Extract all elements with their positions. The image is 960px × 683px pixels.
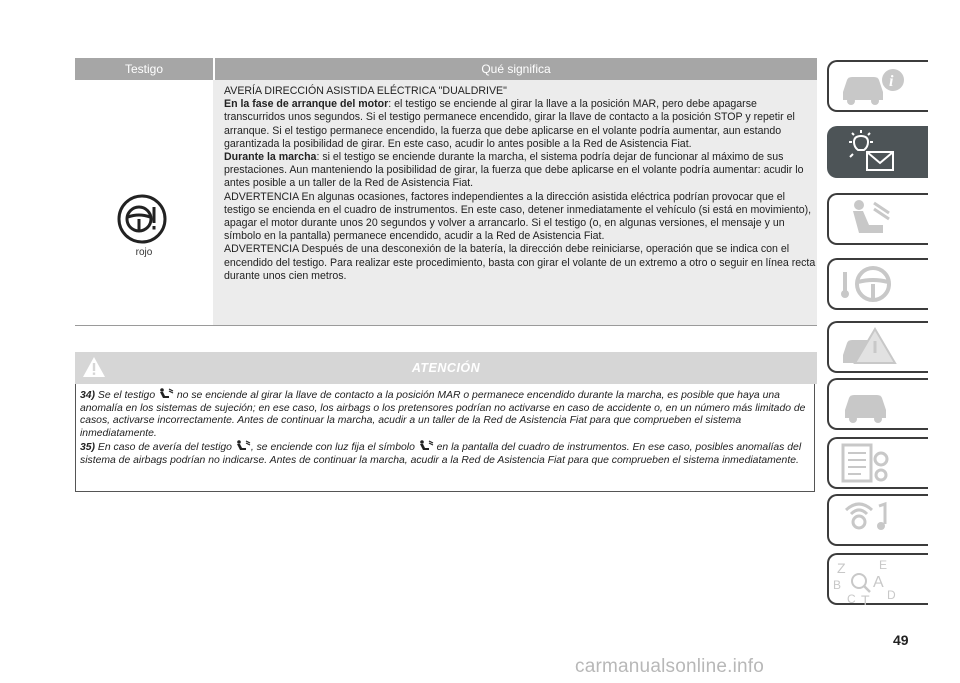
specifications-icon — [829, 439, 928, 487]
advertencia-paragraph-2: ADVERTENCIA Después de una desconexión de la batería, la dirección debe reiniciarse, operación que se indica con el encendido del testigo. Para realizar este procedimiento, basta con girar el volante de un extremo a otro o seguir en línea recta durante unos cien metros. — [224, 243, 816, 282]
attention-box — [75, 352, 817, 494]
index-icon — [829, 555, 928, 607]
breakdown-icon — [829, 323, 928, 371]
svg-text:C: C — [847, 592, 856, 606]
note-35-text-a: En caso de avería del testigo — [97, 442, 232, 454]
page-number: 49 — [893, 632, 909, 648]
advertencia-paragraph-1: ADVERTENCIA En algunas ocasiones, factores independientes a la dirección asistida eléctrica podrían provocar que el testigo se encienda en el cuadro de instrumentos. En este caso, detener inmediatamente el vehículo (si está en movimiento), apagar el motor durante unos 20 segundos y volver a arrancarlo. Si el testigo (o, en algunas versiones, el mensaje y un símbolo en la pantalla) permanece encendido, acudir a la Red de Asistencia Fiat. — [224, 190, 812, 243]
note-34 — [80, 388, 810, 440]
svg-text:E: E — [879, 558, 888, 572]
header-significado: Qué significa — [213, 58, 817, 80]
note-35-text-b: , se enciende con luz fija el símbolo — [250, 442, 415, 454]
airbag-seat-icon — [235, 440, 251, 451]
svg-text:D: D — [887, 588, 896, 602]
meaning-cell — [213, 80, 817, 325]
driving-heading: Durante la marcha — [224, 151, 317, 164]
driving-text: : si el testigo se enciende durante la marcha, el sistema podría dejar de funcionar al máximo de sus prestaciones. Aun manteniendo la posibilidad de girar, la fuerza que debe aplicarse en el volante podría aumentar: acudir lo antes posible a un taller de la Red de Asistencia Fiat. — [224, 151, 804, 190]
svg-text:A: A — [873, 574, 884, 591]
svg-text:Z: Z — [837, 560, 846, 576]
engine-start-text: : el testigo se enciende al girar la llave a la posición MAR, pero debe apagarse transcurridos unos segundos. Si el testigo permanece encendido, girar la llave de contacto a la posición STOP y repetir el arranque. Si el testigo permanece encendido, la fuerza que debe aplicarse en el volante podría aumentar, aun estando garantizada la posibilidad de girar. En este caso, acudir lo antes posible a la Red de Asistencia Fiat. — [224, 98, 795, 150]
tab-index[interactable] — [827, 553, 928, 605]
airbag-seat-icon — [418, 440, 434, 451]
watermark: carmanualsonline.info — [575, 656, 765, 677]
note-35-number: 35) — [80, 442, 96, 454]
multimedia-icon — [829, 496, 928, 544]
table-header — [75, 58, 817, 80]
warning-light-table — [75, 58, 817, 326]
tab-warning-lights[interactable] — [827, 126, 928, 178]
light-cell — [75, 80, 213, 325]
svg-text:B: B — [833, 578, 842, 592]
steering-warning-icon — [115, 192, 169, 246]
tab-start-drive[interactable] — [827, 258, 928, 310]
engine-start-paragraph — [224, 98, 817, 151]
tab-car-info[interactable] — [827, 60, 928, 112]
tab-specifications[interactable] — [827, 437, 928, 489]
attention-body — [75, 384, 815, 492]
airbag-seat-icon — [829, 195, 928, 243]
table-row — [75, 80, 817, 326]
car-info-icon — [829, 62, 928, 110]
attention-title: ATENCIÓN — [411, 361, 481, 375]
driving-paragraph — [224, 151, 817, 191]
attention-header — [75, 352, 817, 384]
car-service-icon — [829, 380, 928, 428]
note-34-number: 34) — [80, 390, 96, 401]
note-35 — [80, 440, 810, 467]
tab-multimedia[interactable] — [827, 494, 928, 546]
steering-wheel-icon — [829, 260, 928, 308]
fault-title: AVERÍA DIRECCIÓN ASISTIDA ELÉCTRICA "DUALDRIVE" — [224, 85, 507, 97]
tab-safety[interactable] — [827, 193, 928, 245]
light-color-label: rojo — [135, 247, 153, 258]
warning-lights-icon — [829, 128, 928, 180]
tab-service[interactable] — [827, 378, 928, 430]
tab-emergency[interactable] — [827, 321, 928, 373]
note-35-text-c: en la pantalla del cuadro de instrumentos. En ese caso, posibles anomalías del sistema de airbags podrían no indicarse. Antes de continuar la marcha, acudir a la Red de Asistencia Fiat para que comprueben el sistema inmediatamente. — [80, 442, 802, 466]
airbag-seat-icon — [158, 388, 174, 399]
note-34-text-b: no se enciende al girar la llave de contacto a la posición MAR o permanece encendido durante la marcha, es posible que haya una anomalía en los sistemas de sujeción; en ese caso, los airbags o los pretensores podrían no activarse en caso de accidente o, en un número más limitado de casos, activarse incorrectamente. Antes de continuar la marcha, acudir a un taller de la Red de Asistencia Fiat para que comprueben el sistema inmediatamente. — [80, 390, 806, 439]
svg-text:i: i — [889, 73, 894, 90]
svg-text:T: T — [861, 592, 870, 607]
header-testigo: Testigo — [124, 62, 164, 76]
note-34-text-a: Se el testigo — [97, 390, 156, 401]
engine-start-heading: En la fase de arranque del motor — [224, 98, 389, 111]
